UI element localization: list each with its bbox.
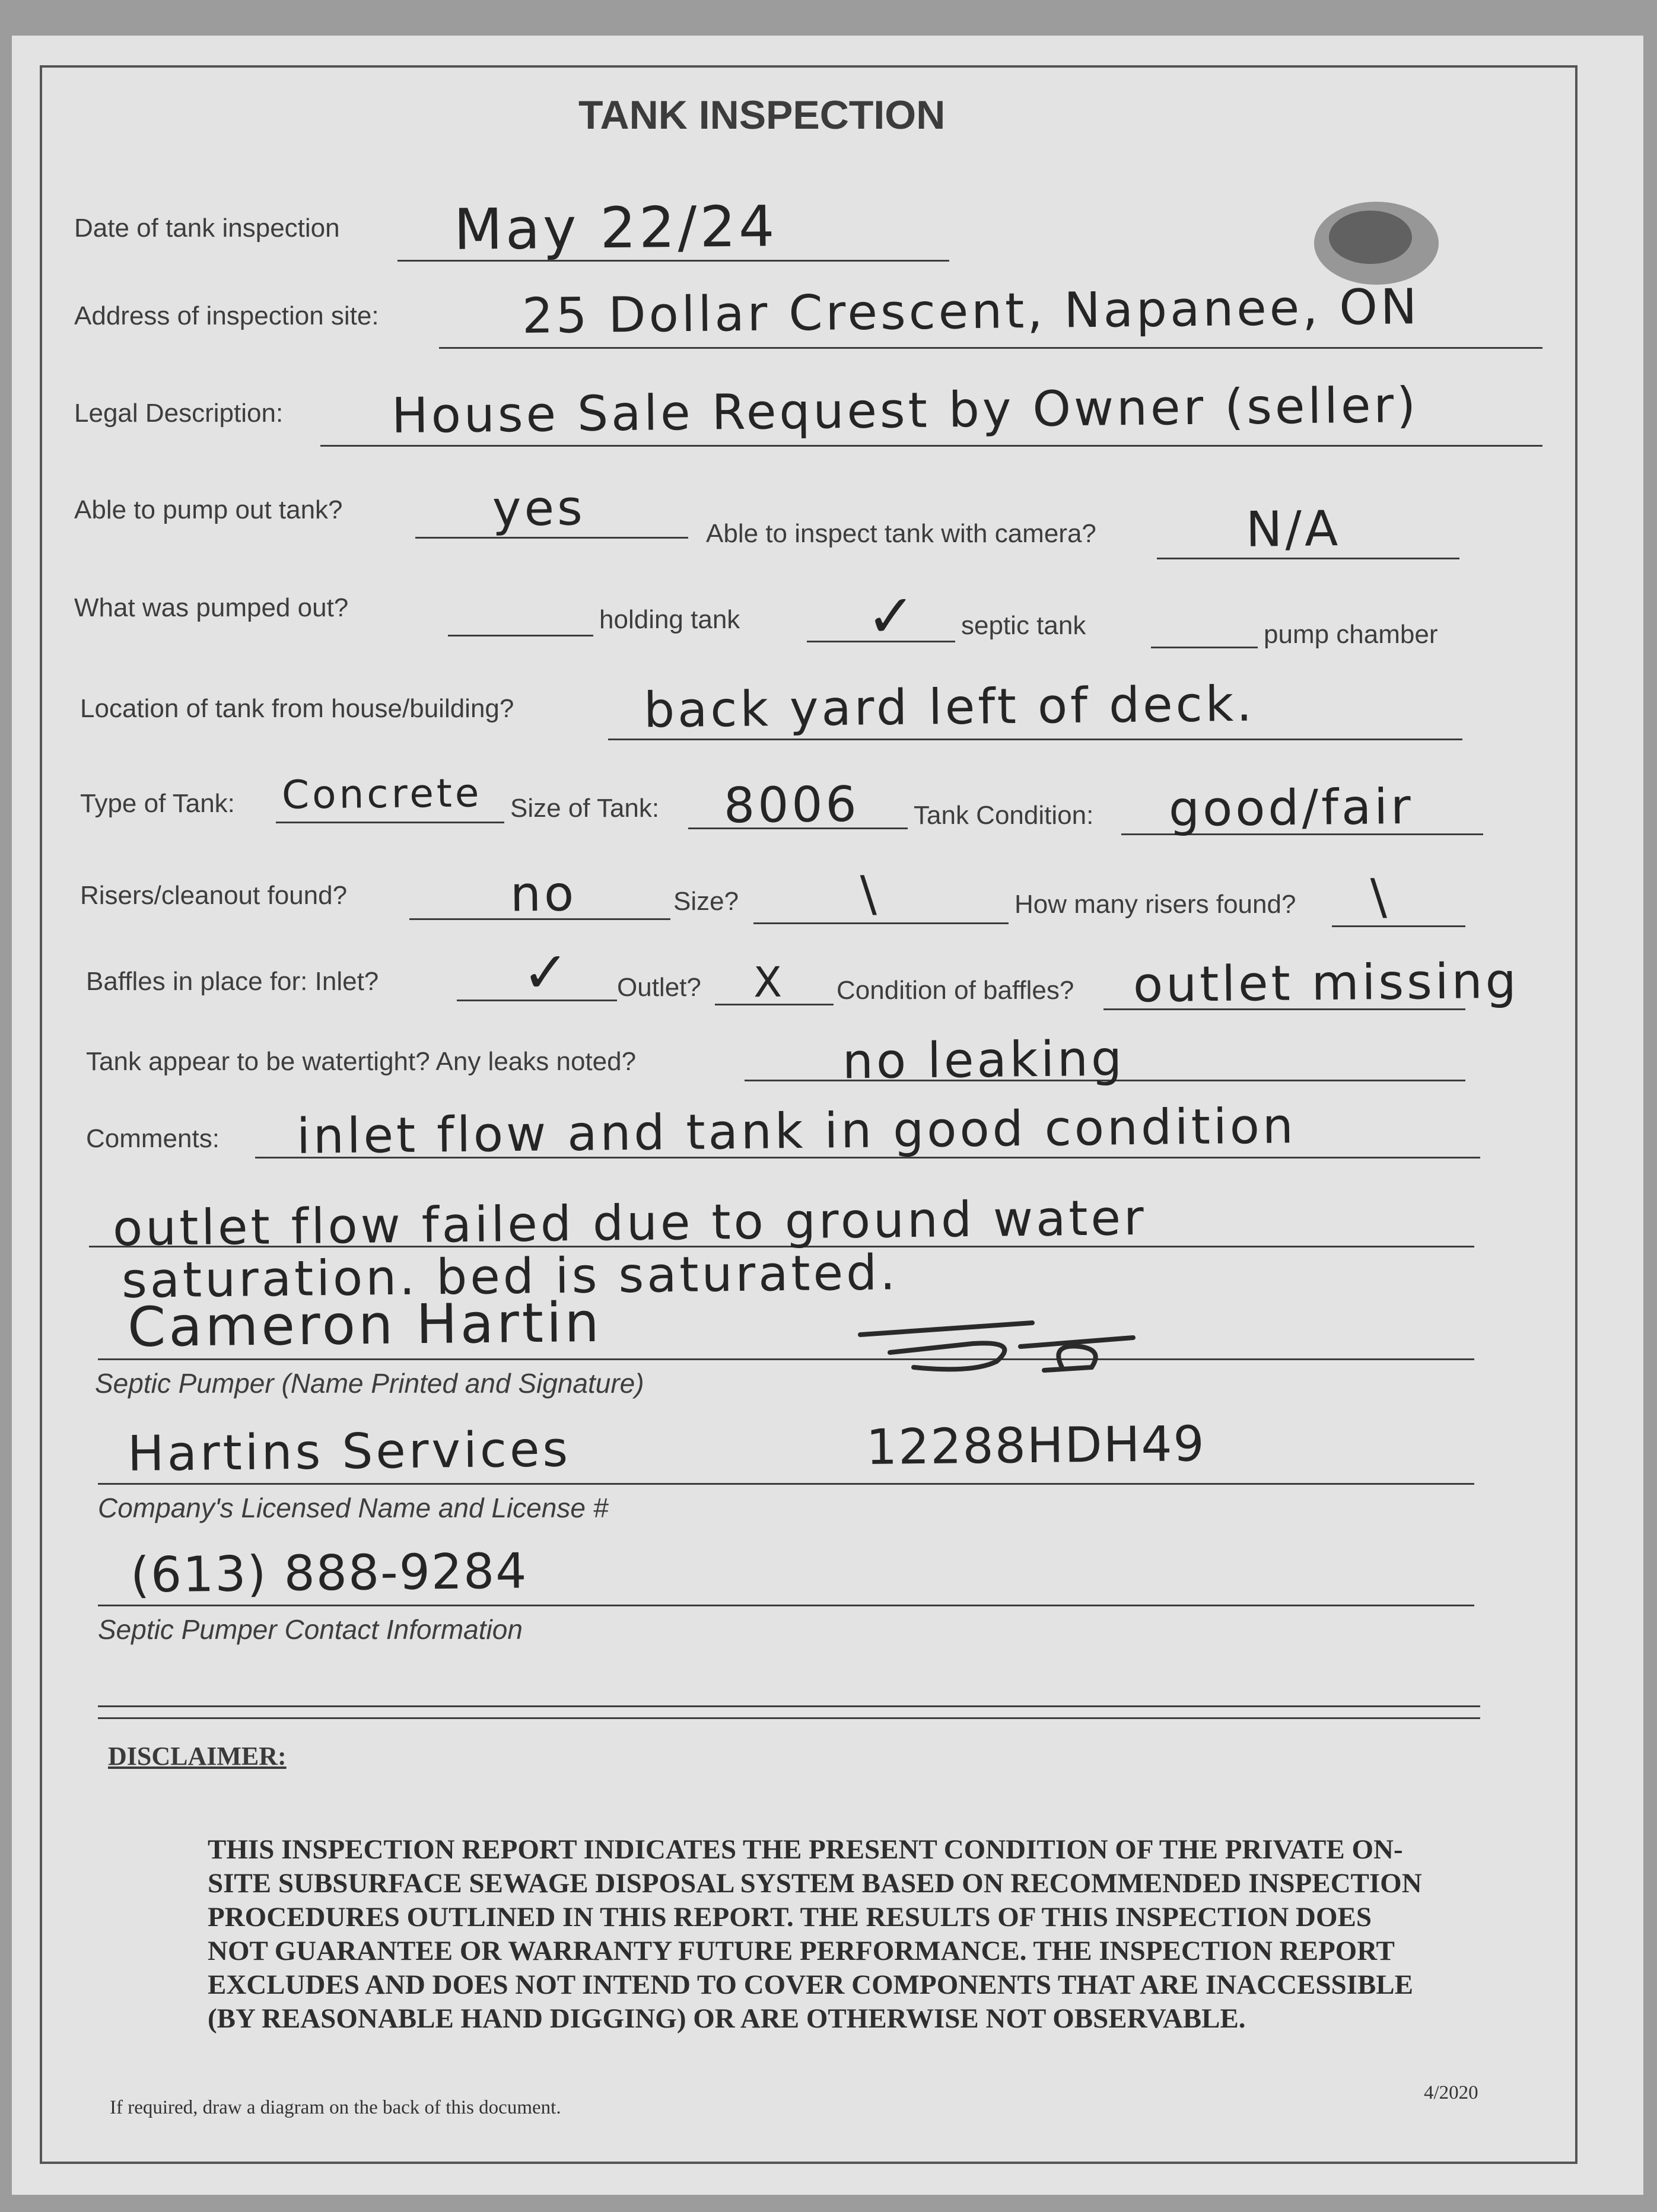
baffle-condition-value: outlet missing xyxy=(1133,953,1520,1014)
rule-lower xyxy=(98,1717,1480,1719)
company-value: Hartins Services xyxy=(127,1421,571,1482)
septic-label: septic tank xyxy=(961,611,1086,640)
pumper-label: Septic Pumper (Name Printed and Signature) xyxy=(95,1368,644,1399)
pump-line xyxy=(415,537,688,539)
form-sheet xyxy=(12,36,1643,2195)
baffle-condition-label: Condition of baffles? xyxy=(837,976,1074,1005)
contact-line xyxy=(98,1605,1474,1606)
septic-check-mark: ✓ xyxy=(866,581,920,651)
pump-value: yes xyxy=(492,480,586,537)
location-value: back yard left of deck. xyxy=(643,676,1255,739)
riser-size-line xyxy=(753,922,1009,924)
size-value: 8006 xyxy=(723,776,860,835)
watertight-label: Tank appear to be watertight? Any leaks noted? xyxy=(86,1047,637,1076)
company-label: Company's Licensed Name and License # xyxy=(98,1492,609,1523)
holding-label: holding tank xyxy=(599,605,740,634)
chamber-label: pump chamber xyxy=(1264,620,1438,649)
watertight-value: no leaking xyxy=(842,1030,1125,1090)
riser-count-line xyxy=(1332,925,1465,927)
chamber-line xyxy=(1151,647,1258,648)
pumper-signature xyxy=(854,1311,1163,1376)
inlet-check-mark: ✓ xyxy=(521,940,573,1006)
risers-label: Risers/cleanout found? xyxy=(80,881,348,910)
address-label: Address of inspection site: xyxy=(74,301,379,330)
baffles-inlet-label: Baffles in place for: Inlet? xyxy=(86,967,379,996)
comment-line-1: inlet flow and tank in good condition xyxy=(296,1098,1297,1165)
condition-value: good/fair xyxy=(1168,778,1414,838)
outlet-x-mark: X xyxy=(753,957,785,1007)
rule-upper xyxy=(98,1705,1480,1707)
contact-label: Septic Pumper Contact Information xyxy=(98,1614,523,1645)
pumped-label: What was pumped out? xyxy=(74,593,349,622)
date-label: Date of tank inspection xyxy=(74,214,340,243)
disclaimer-heading: DISCLAIMER: xyxy=(108,1742,287,1771)
disclaimer-text: THIS INSPECTION REPORT INDICATES THE PRESENT CONDITION OF THE PRIVATE ON-SITE SUBSURFACE SEWAGE DISPOSAL SYSTEM BASED ON RECOMMENDED INSPECTION PROCEDURES OUTLINED IN THIS REPORT. THE RESULTS OF THIS INSPECTION DOES NOT GUARANTEE OR WARRANTY FUTURE PERFORMANCE. THE INSPECTION REPORT EXCLUDES AND DOES NOT INTEND TO COVER COMPONENTS THAT ARE INACCESSIBLE (BY REASONABLE HAND DIGGING) OR ARE OTHERWISE NOT OBSERVABLE. xyxy=(208,1834,1422,2034)
legal-label: Legal Description: xyxy=(74,399,284,428)
riser-count-value: \ xyxy=(1370,868,1391,926)
address-value: 25 Dollar Crescent, Napanee, ON xyxy=(521,279,1420,345)
condition-label: Tank Condition: xyxy=(914,801,1094,830)
comment-line-3: saturation. bed is saturated. xyxy=(121,1245,899,1309)
legal-value: House Sale Request by Owner (seller) xyxy=(391,377,1419,445)
camera-value: N/A xyxy=(1245,501,1341,558)
location-label: Location of tank from house/building? xyxy=(80,694,514,723)
license-value: 12288HDH49 xyxy=(866,1416,1206,1476)
holding-line xyxy=(448,635,593,636)
company-line xyxy=(98,1483,1474,1485)
comments-label: Comments: xyxy=(86,1124,220,1153)
risers-value: no xyxy=(510,865,577,923)
size-label: Size of Tank: xyxy=(510,794,660,823)
pumper-line xyxy=(98,1358,1474,1360)
pump-label: Able to pump out tank? xyxy=(74,495,343,524)
address-line xyxy=(439,347,1542,349)
camera-label: Able to inspect tank with camera? xyxy=(706,519,1096,548)
legal-line xyxy=(320,445,1542,447)
location-line xyxy=(608,739,1462,740)
type-line xyxy=(276,822,504,823)
pumper-name-value: Cameron Hartin xyxy=(127,1290,603,1360)
form-version: 4/2020 xyxy=(1424,2082,1478,2103)
form-title: TANK INSPECTION xyxy=(578,93,946,138)
riser-size-label: Size? xyxy=(673,887,739,916)
footer-note: If required, draw a diagram on the back of this document. xyxy=(110,2097,561,2118)
comment-line-2: outlet flow failed due to ground water xyxy=(112,1189,1147,1258)
type-value: Concrete xyxy=(281,770,482,818)
riser-size-value: \ xyxy=(860,865,880,923)
type-label: Type of Tank: xyxy=(80,789,235,818)
camera-line xyxy=(1157,558,1459,559)
contact-value: (613) 888-9284 xyxy=(130,1543,528,1604)
riser-count-label: How many risers found? xyxy=(1014,890,1296,919)
date-value: May 22/24 xyxy=(453,194,778,263)
outlet-label: Outlet? xyxy=(617,973,701,1002)
